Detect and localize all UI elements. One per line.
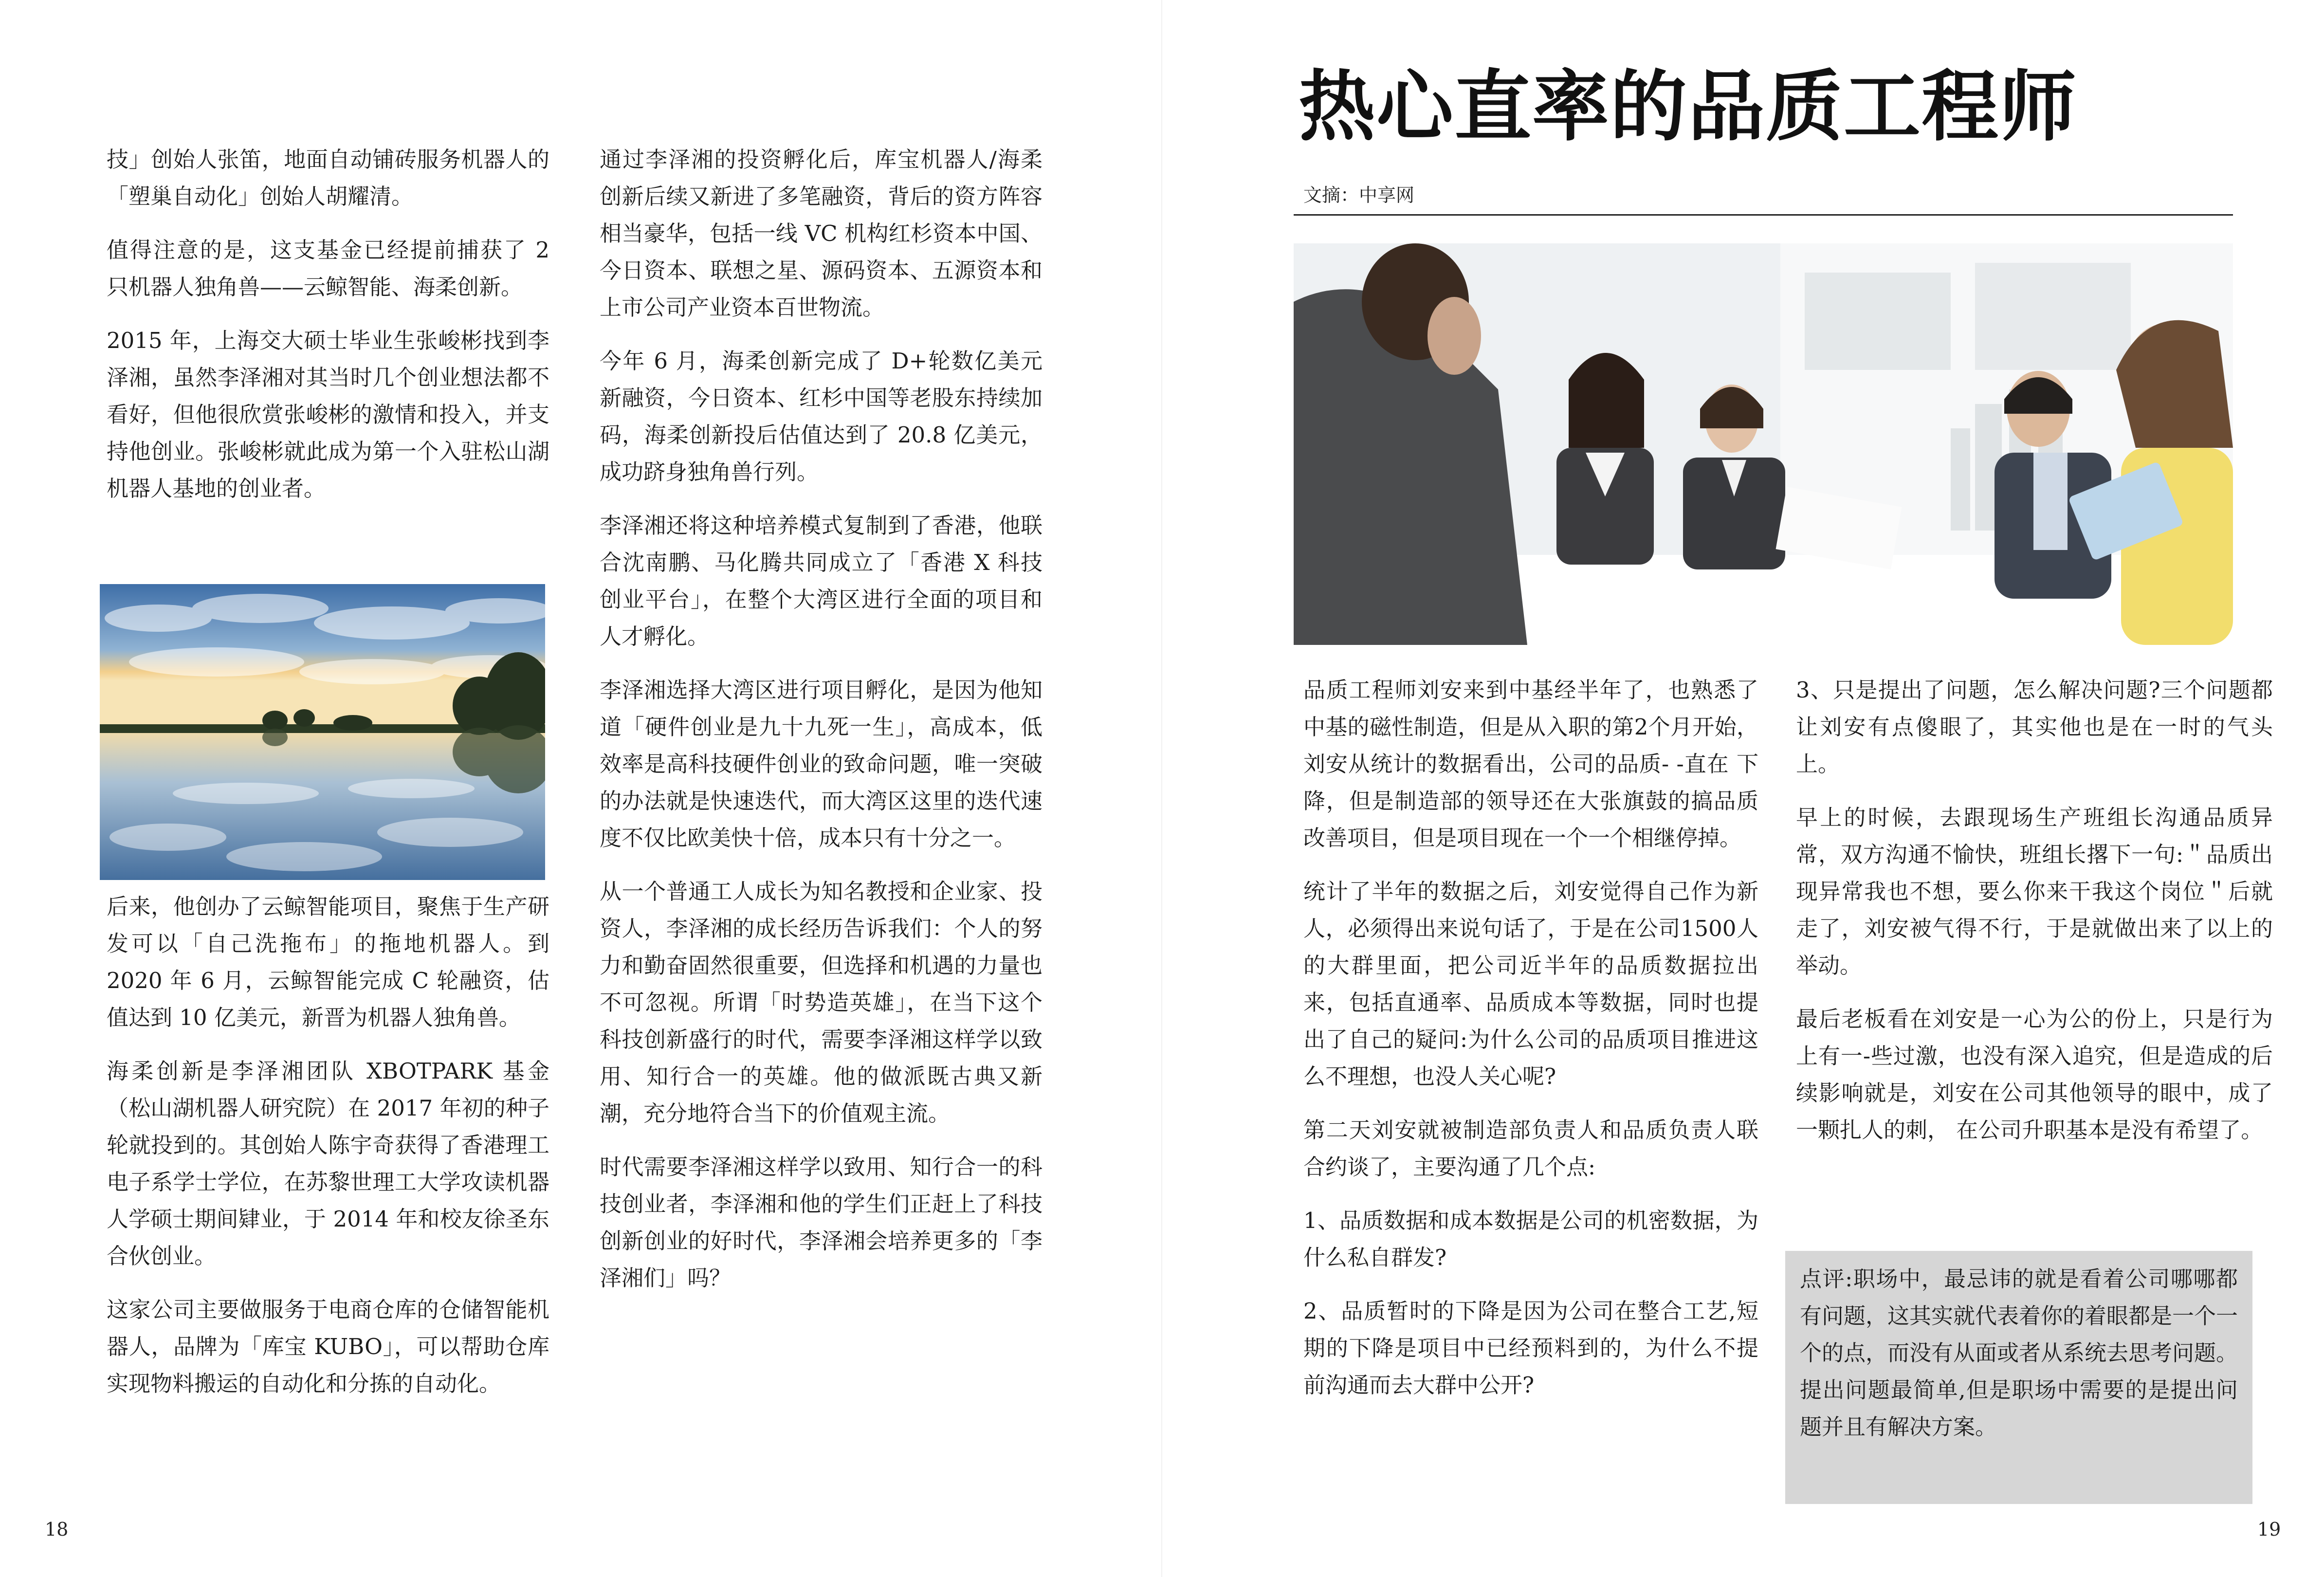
paragraph: 后来，他创办了云鲸智能项目，聚焦于生产研发可以「自己洗拖布」的拖地机器人。到 2020 年 6 月，云鲸智能完成 C 轮融资，估值达到 10 亿美元，新晋为机器人独角兽。 xyxy=(107,894,549,1030)
paragraph: 第二天刘安就被制造部负责人和品质负责人联合约谈了，主要沟通了几个点: xyxy=(1303,1117,1758,1180)
lake-sunset-illustration xyxy=(100,584,545,880)
paragraph: 2、品质暂时的下降是因为公司在整合工艺,短期的下降是项目中已经预料到的，为什么不提前沟通而去大群中公开? xyxy=(1303,1298,1758,1398)
comment-box xyxy=(1785,1251,2252,1504)
article-title: 热心直率的品质工程师 xyxy=(1299,62,2077,152)
paragraph: 今年 6 月，海柔创新完成了 D+轮数亿美元新融资，今日资本、红杉中国等老股东持续加码，海柔创新投后估值达到了 20.8 亿美元，成功跻身独角兽行列。 xyxy=(600,348,1043,485)
paragraph: 从一个普通工人成长为知名教授和企业家、投资人，李泽湘的成长经历告诉我们：个人的努力和勤奋固然很重要，但选择和机遇的力量也不可忽视。所谓「时势造英雄」，在当下这个科技创新盛行的时代，需要李泽湘这样学以致用、知行合一的英雄。他的做派既古典又新潮，充分地符合当下的价值观主流。 xyxy=(600,879,1043,1126)
paragraph: 值得注意的是，这支基金已经提前捕获了 2 只机器人独角兽——云鲸智能、海柔创新。 xyxy=(107,237,549,300)
paragraph: 李泽湘还将这种培养模式复制到了香港，他联合沈南鹏、马化腾共同成立了「香港 X 科技创业平台」，在整个大湾区进行全面的项目和人才孵化。 xyxy=(600,513,1043,649)
comment-text: 点评:职场中，最忌讳的就是看着公司哪哪都有问题，这其实就代表着你的着眼都是一个一 个的点，而没有从面或者从系统去思考问题。提出问题最简单,但是职场中需要的是提出问题并且有解决方案。 xyxy=(1800,1266,2238,1440)
paragraph: 最后老板看在刘安是一心为公的份上，只是行为上有一-些过激，也没有深入追究，但是造成的后续影响就是，刘安在公司其他领导的眼中，成了一颗扎人的刺， 在公司升职基本是没有希望了。 xyxy=(1796,1006,2273,1143)
paragraph: 时代需要李泽湘这样学以致用、知行合一的科技创业者，李泽湘和他的学生们正赶上了科技创新创业的好时代，李泽湘会培养更多的「李泽湘们」吗？ xyxy=(600,1154,1043,1291)
article-source: 文摘：中享网 xyxy=(1303,184,1415,206)
paragraph: 这家公司主要做服务于电商仓库的仓储智能机器人，品牌为「库宝 KUBO」，可以帮助仓库实现物料搬运的自动化和分拣的自动化。 xyxy=(107,1297,549,1396)
page-number: 19 xyxy=(2257,1519,2281,1540)
right-page-column-1 xyxy=(1303,672,1758,1420)
office-meeting-photo xyxy=(1294,243,2233,645)
paragraph: 技」创始人张笛，地面自动铺砖服务机器人的「塑巢自动化」创始人胡耀清。 xyxy=(107,147,549,209)
paragraph: 2015 年，上海交大硕士毕业生张峻彬找到李泽湘，虽然李泽湘对其当时几个创业想法都不看好，但他很欣赏张峻彬的激情和投入，并支持他创业。张峻彬就此成为第一个入驻松山湖机器人基地的创业者。 xyxy=(107,328,549,501)
paragraph: 李泽湘选择大湾区进行项目孵化，是因为他知道「硬件创业是九十九死一生」，高成本，低效率是高科技硬件创业的致命问题，唯一突破的办法就是快速迭代，而大湾区这里的迭代速度不仅比欧美快十倍，成本只有十分之一。 xyxy=(600,677,1043,851)
paragraph: 早上的时候，去跟现场生产班组长沟通品质异常，双方沟通不愉快，班组长撂下一句:＂品质出现异常我也不想，要么你来干我这个岗位＂后就走了，刘安被气得不行，于是就做出来了以上的举动。 xyxy=(1796,805,2273,978)
right-page-column-2 xyxy=(1796,672,2273,1165)
paragraph: 品质工程师刘安来到中基经半年了，也熟悉了中基的磁性制造，但是从入职的第2个月开始，刘安从统计的数据看出，公司的品质- -直在 下降，但是制造部的领导还在大张旗鼓的搞品质改善项目，但是项目现在一个一个相继停掉。 xyxy=(1303,677,1758,851)
title-divider xyxy=(1294,214,2233,216)
paragraph: 1、品质数据和成本数据是公司的机密数据，为什么私自群发? xyxy=(1303,1208,1758,1270)
paragraph: 海柔创新是李泽湘团队 XBOTPARK 基金（松山湖机器人研究院）在 2017 年初的种子轮就投到的。其创始人陈宇奇获得了香港理工电子系学士学位，在苏黎世理工大学攻读机器人学硕士期间肄业，于 2014 年和校友徐圣东合伙创业。 xyxy=(107,1058,549,1269)
paragraph: 统计了半年的数据之后，刘安觉得自己作为新人，必须得出来说句话了，于是在公司1500人的大群里面，把公司近半年的品质数据拉出来，包括直通率、品质成本等数据，同时也提出了自己的疑问:为什么公司的品质项目推进这么不理想，也没人关心呢? xyxy=(1303,879,1758,1089)
left-page-column-1 xyxy=(107,141,549,524)
left-page-column-2 xyxy=(600,141,1043,1313)
left-page-column-1-lower xyxy=(107,888,549,1419)
right-page xyxy=(1162,0,2324,1577)
lake-sunset-photo xyxy=(100,584,545,880)
paragraph: 3、只是提出了问题，怎么解决问题?三个问题都让刘安有点傻眼了，其实他也是在一时的气头上。 xyxy=(1796,677,2273,777)
page-number: 18 xyxy=(45,1519,69,1540)
paragraph: 通过李泽湘的投资孵化后，库宝机器人/海柔创新后续又新进了多笔融资，背后的资方阵容相当豪华，包括一线 VC 机构红杉资本中国、今日资本、联想之星、源码资本、五源资本和上市公司产业资本百世物流。 xyxy=(600,147,1043,320)
office-meeting-illustration xyxy=(1294,243,2233,645)
